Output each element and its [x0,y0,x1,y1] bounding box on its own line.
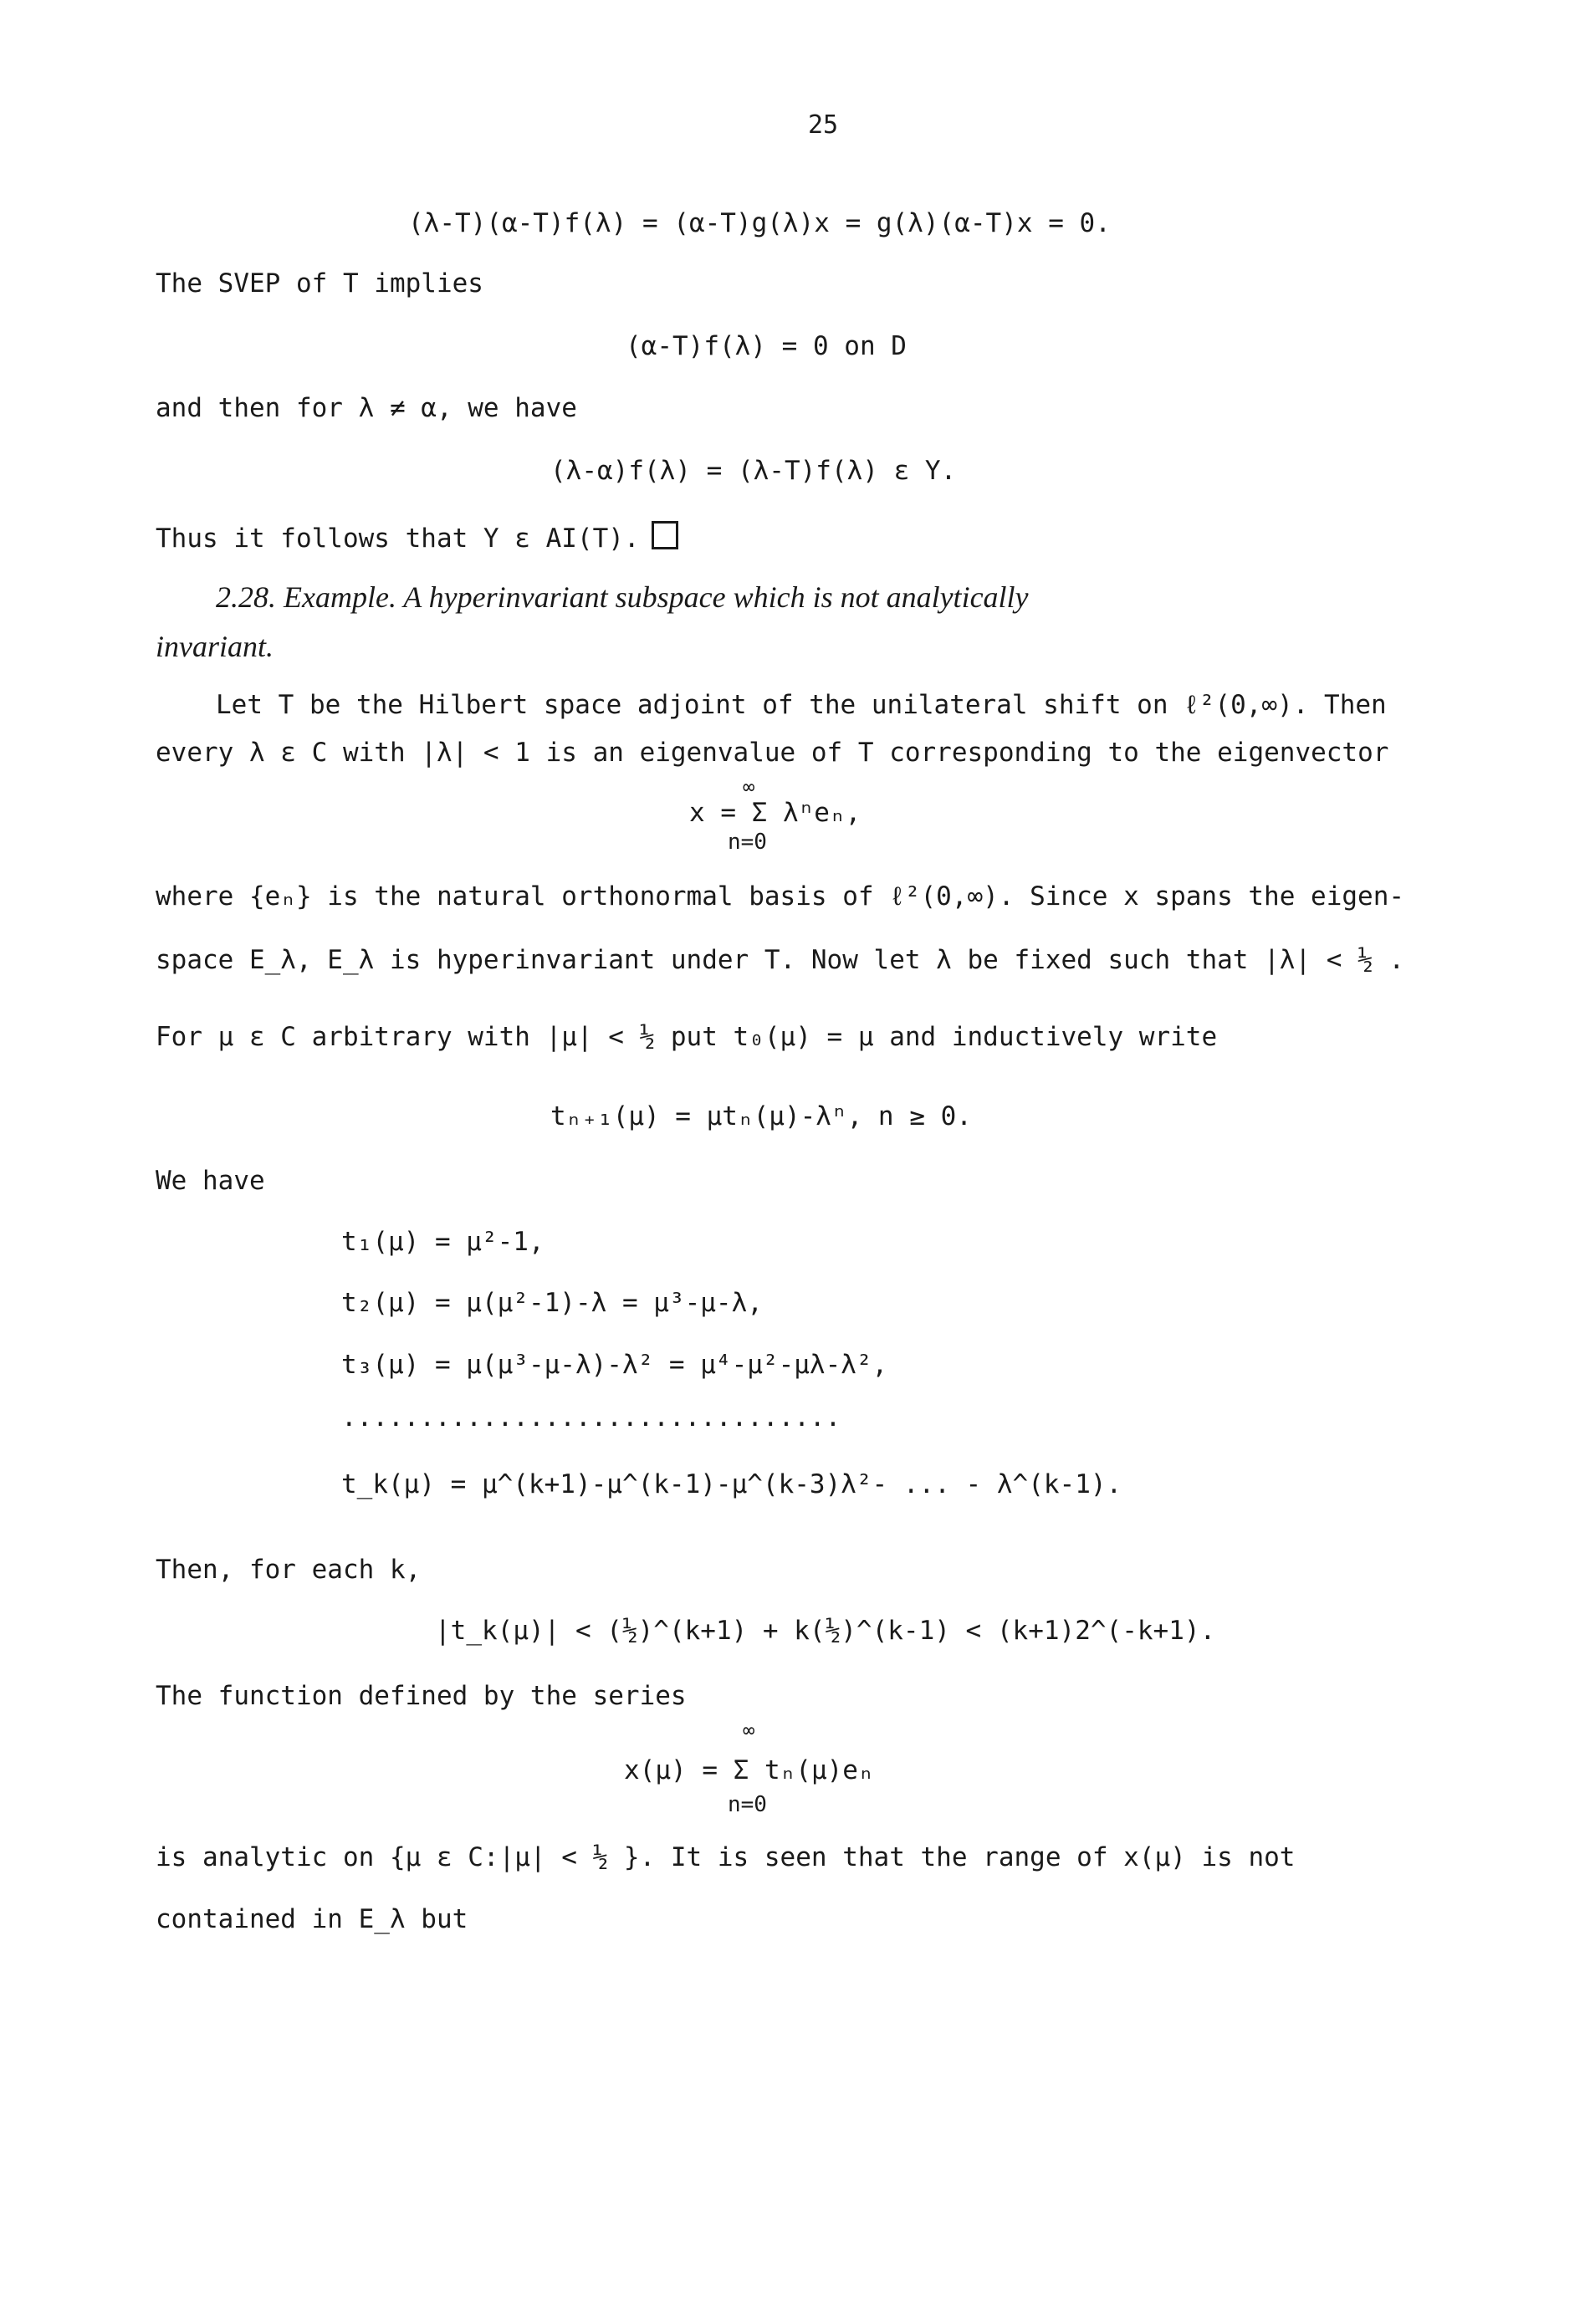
equation-line: (λ-α)f(λ) = (λ-T)f(λ) ε Y. [550,456,957,486]
recurrence-equation: tₙ₊₁(μ) = μtₙ(μ)-λⁿ, n ≥ 0. [550,1101,972,1131]
equation-x: x = Σ λⁿeₙ, [689,798,862,828]
t2-equation: t₂(μ) = μ(μ²-1)-λ = μ³-μ-λ, [341,1288,763,1318]
tk-equation: t_k(μ) = μ^(k+1)-μ^(k-1)-μ^(k-3)λ²- ... - λ^(k-1). [341,1469,1122,1499]
text-line [156,521,678,552]
equation-line-1: (λ-T)(α-T)f(λ) = (α-T)g(λ)x = g(λ)(α-T)x = 0. [408,208,1111,238]
sum-upper-limit: ∞ [743,1719,755,1742]
paragraph-line: contained in E_λ but [156,1904,468,1934]
example-heading: 2.28. Example. A hyperinvariant subspace which is not analytically [216,580,1029,614]
page-number: 25 [808,110,839,140]
dotted-ellipsis: ................................ [341,1402,841,1433]
example-heading-cont: invariant. [156,630,274,663]
paragraph-line: space E_λ, E_λ is hyperinvariant under T. Now let λ be fixed such that |λ| < ½ . [156,945,1405,975]
text-line: The SVEP of T implies [156,268,483,299]
sum-upper-limit: ∞ [743,775,755,799]
paragraph-line: where {eₙ} is the natural orthonormal basis of ℓ²(0,∞). Since x spans the eigen- [156,881,1405,912]
text-line: Then, for each k, [156,1555,422,1585]
text-line: and then for λ ≠ α, we have [156,393,577,423]
conclusion-text: Thus it follows that Y ε AI(T). [156,524,640,554]
equation-line: (α-T)f(λ) = 0 on D [626,331,907,361]
text-line: The function defined by the series [156,1681,687,1711]
text-line: We have [156,1166,265,1196]
sum-lower-limit: n=0 [728,1792,767,1817]
equation-x-mu: x(μ) = Σ tₙ(μ)eₙ [624,1755,874,1785]
qed-box-icon [652,521,678,549]
paragraph-line: is analytic on {μ ε C:|μ| < ½ }. It is seen that the range of x(μ) is not [156,1842,1296,1872]
sum-lower-limit: n=0 [728,830,767,855]
paragraph-line: every λ ε C with |λ| < 1 is an eigenvalue of T corresponding to the eigenvector [156,738,1389,768]
inequality: |t_k(μ)| < (½)^(k+1) + k(½)^(k-1) < (k+1)2^(-k+1). [435,1616,1216,1646]
t3-equation: t₃(μ) = μ(μ³-μ-λ)-λ² = μ⁴-μ²-μλ-λ², [341,1350,888,1380]
paragraph-line: Let T be the Hilbert space adjoint of the unilateral shift on ℓ²(0,∞). Then [216,690,1387,720]
t1-equation: t₁(μ) = μ²-1, [341,1227,545,1257]
paragraph-line: For μ ε C arbitrary with |μ| < ½ put t₀(μ) = μ and inductively write [156,1022,1218,1052]
